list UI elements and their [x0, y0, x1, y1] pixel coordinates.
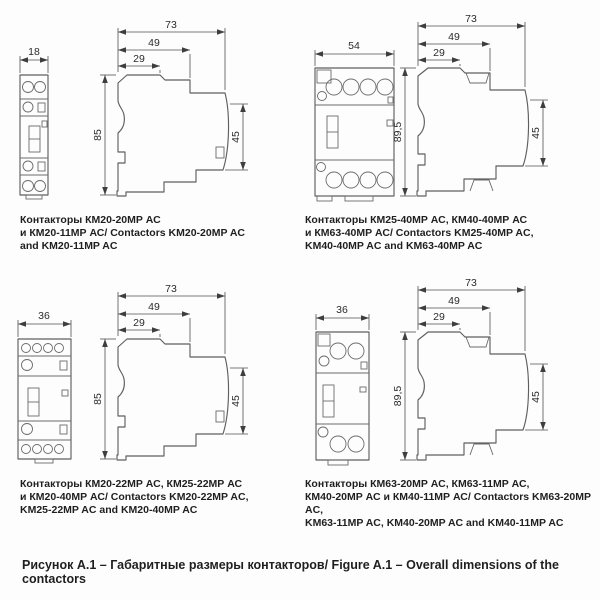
depth-dimension-49 [118, 37, 190, 78]
dim-label-height: 85 [92, 393, 104, 405]
side-view [417, 68, 529, 196]
dimension-drawing [300, 0, 600, 212]
height-dimension [392, 332, 416, 460]
caption-line: KM63-11MP AC, KM40-20MP AC and KM40-11MP AC [305, 517, 564, 529]
dim-label-45: 45 [530, 127, 542, 139]
dim-label-front-width: 18 [28, 46, 40, 58]
front-view [18, 339, 71, 463]
front-width-dimension [18, 310, 71, 337]
figure-caption: Рисунок А.1 – Габаритные размеры контакторов/ Figure A.1 – Overall dimensions of the contactors [22, 558, 559, 586]
depth-dimension-29 [418, 311, 460, 330]
caption-line: and KM20-11MP AC [20, 240, 118, 252]
caption-line: KM25-22MP AC and KM20-40MP AC [20, 504, 198, 516]
dim-label-front-width: 36 [336, 304, 348, 316]
dim-label-49: 49 [448, 295, 460, 307]
dim-label-front-width: 36 [38, 310, 50, 322]
caption-line: Контакторы КМ20-20МР АС [20, 214, 161, 226]
dim-label-29: 29 [433, 311, 445, 323]
depth-dimension-29 [118, 317, 160, 337]
dim-label-height: 89,5 [392, 121, 404, 143]
depth-dimension-29 [118, 53, 160, 73]
dim-label-height: 85 [92, 129, 104, 141]
side-view [117, 75, 229, 196]
side-view [117, 339, 229, 460]
caption-line: Контакторы КМ63-20МР АС, КМ63-11МР АС, [305, 478, 530, 490]
depth-dimension-49 [418, 295, 490, 335]
panel-caption [0, 476, 300, 517]
dim-label-73: 73 [165, 283, 177, 295]
dim-label-29: 29 [133, 53, 145, 65]
dim-label-front-width: 54 [348, 40, 360, 52]
dimension-drawing [0, 264, 300, 476]
dim-label-45: 45 [230, 395, 242, 407]
dim-label-49: 49 [148, 301, 160, 313]
dim-label-29: 29 [433, 47, 445, 59]
dim-label-45: 45 [230, 131, 242, 143]
dim-label-49: 49 [148, 37, 160, 49]
front-view [316, 332, 369, 465]
front-width-dimension [20, 46, 48, 73]
panel-km25-40mp [300, 0, 600, 264]
panel-km20-22mp [0, 264, 300, 528]
caption-line: KM40-40MP AC and KM63-40MP AC [305, 240, 483, 252]
caption-line: КМ40-20МР АС и КМ40-11МР АС/ Contactors KM63-20MP AC, [305, 491, 591, 516]
panel-caption [300, 212, 600, 253]
front-width-dimension [316, 304, 369, 330]
caption-line: Контакторы КМ25-40МР АС, КМ40-40МР АС [305, 214, 528, 226]
depth-dimension-49 [118, 301, 190, 342]
dim-label-45: 45 [530, 391, 542, 403]
depth-dimension-49 [418, 31, 490, 71]
height-dimension [92, 339, 116, 459]
height-dimension [392, 68, 416, 196]
front-width-dimension [315, 40, 394, 66]
front-view [315, 68, 394, 201]
panel-km20-20mp [0, 0, 300, 264]
caption-line: и КМ20-40МР АС/ Contactors KM20-22MP AC, [20, 491, 249, 503]
depth-dimension-29 [418, 47, 460, 66]
caption-line: и КМ20-11МР АС/ Contactors KM20-20MP AC [20, 227, 245, 239]
dim-label-73: 73 [465, 13, 477, 25]
panel-caption [0, 212, 300, 253]
dim-label-29: 29 [133, 317, 145, 329]
front-view [20, 75, 48, 199]
dim-label-73: 73 [165, 19, 177, 31]
dim-label-height: 89,5 [392, 385, 404, 407]
side-view [417, 332, 529, 460]
dim-label-73: 73 [465, 277, 477, 289]
dimension-drawing [0, 0, 300, 212]
panel-caption [300, 476, 600, 530]
dimension-drawing [300, 264, 600, 476]
caption-line: и КМ63-40МР АС/ Contactors KM25-40MP AC, [305, 227, 534, 239]
caption-line: Контакторы КМ20-22МР АС, КМ25-22МР АС [20, 478, 243, 490]
height-dimension [92, 75, 116, 195]
panel-km63-20mp [300, 264, 600, 528]
dim-label-49: 49 [448, 31, 460, 43]
